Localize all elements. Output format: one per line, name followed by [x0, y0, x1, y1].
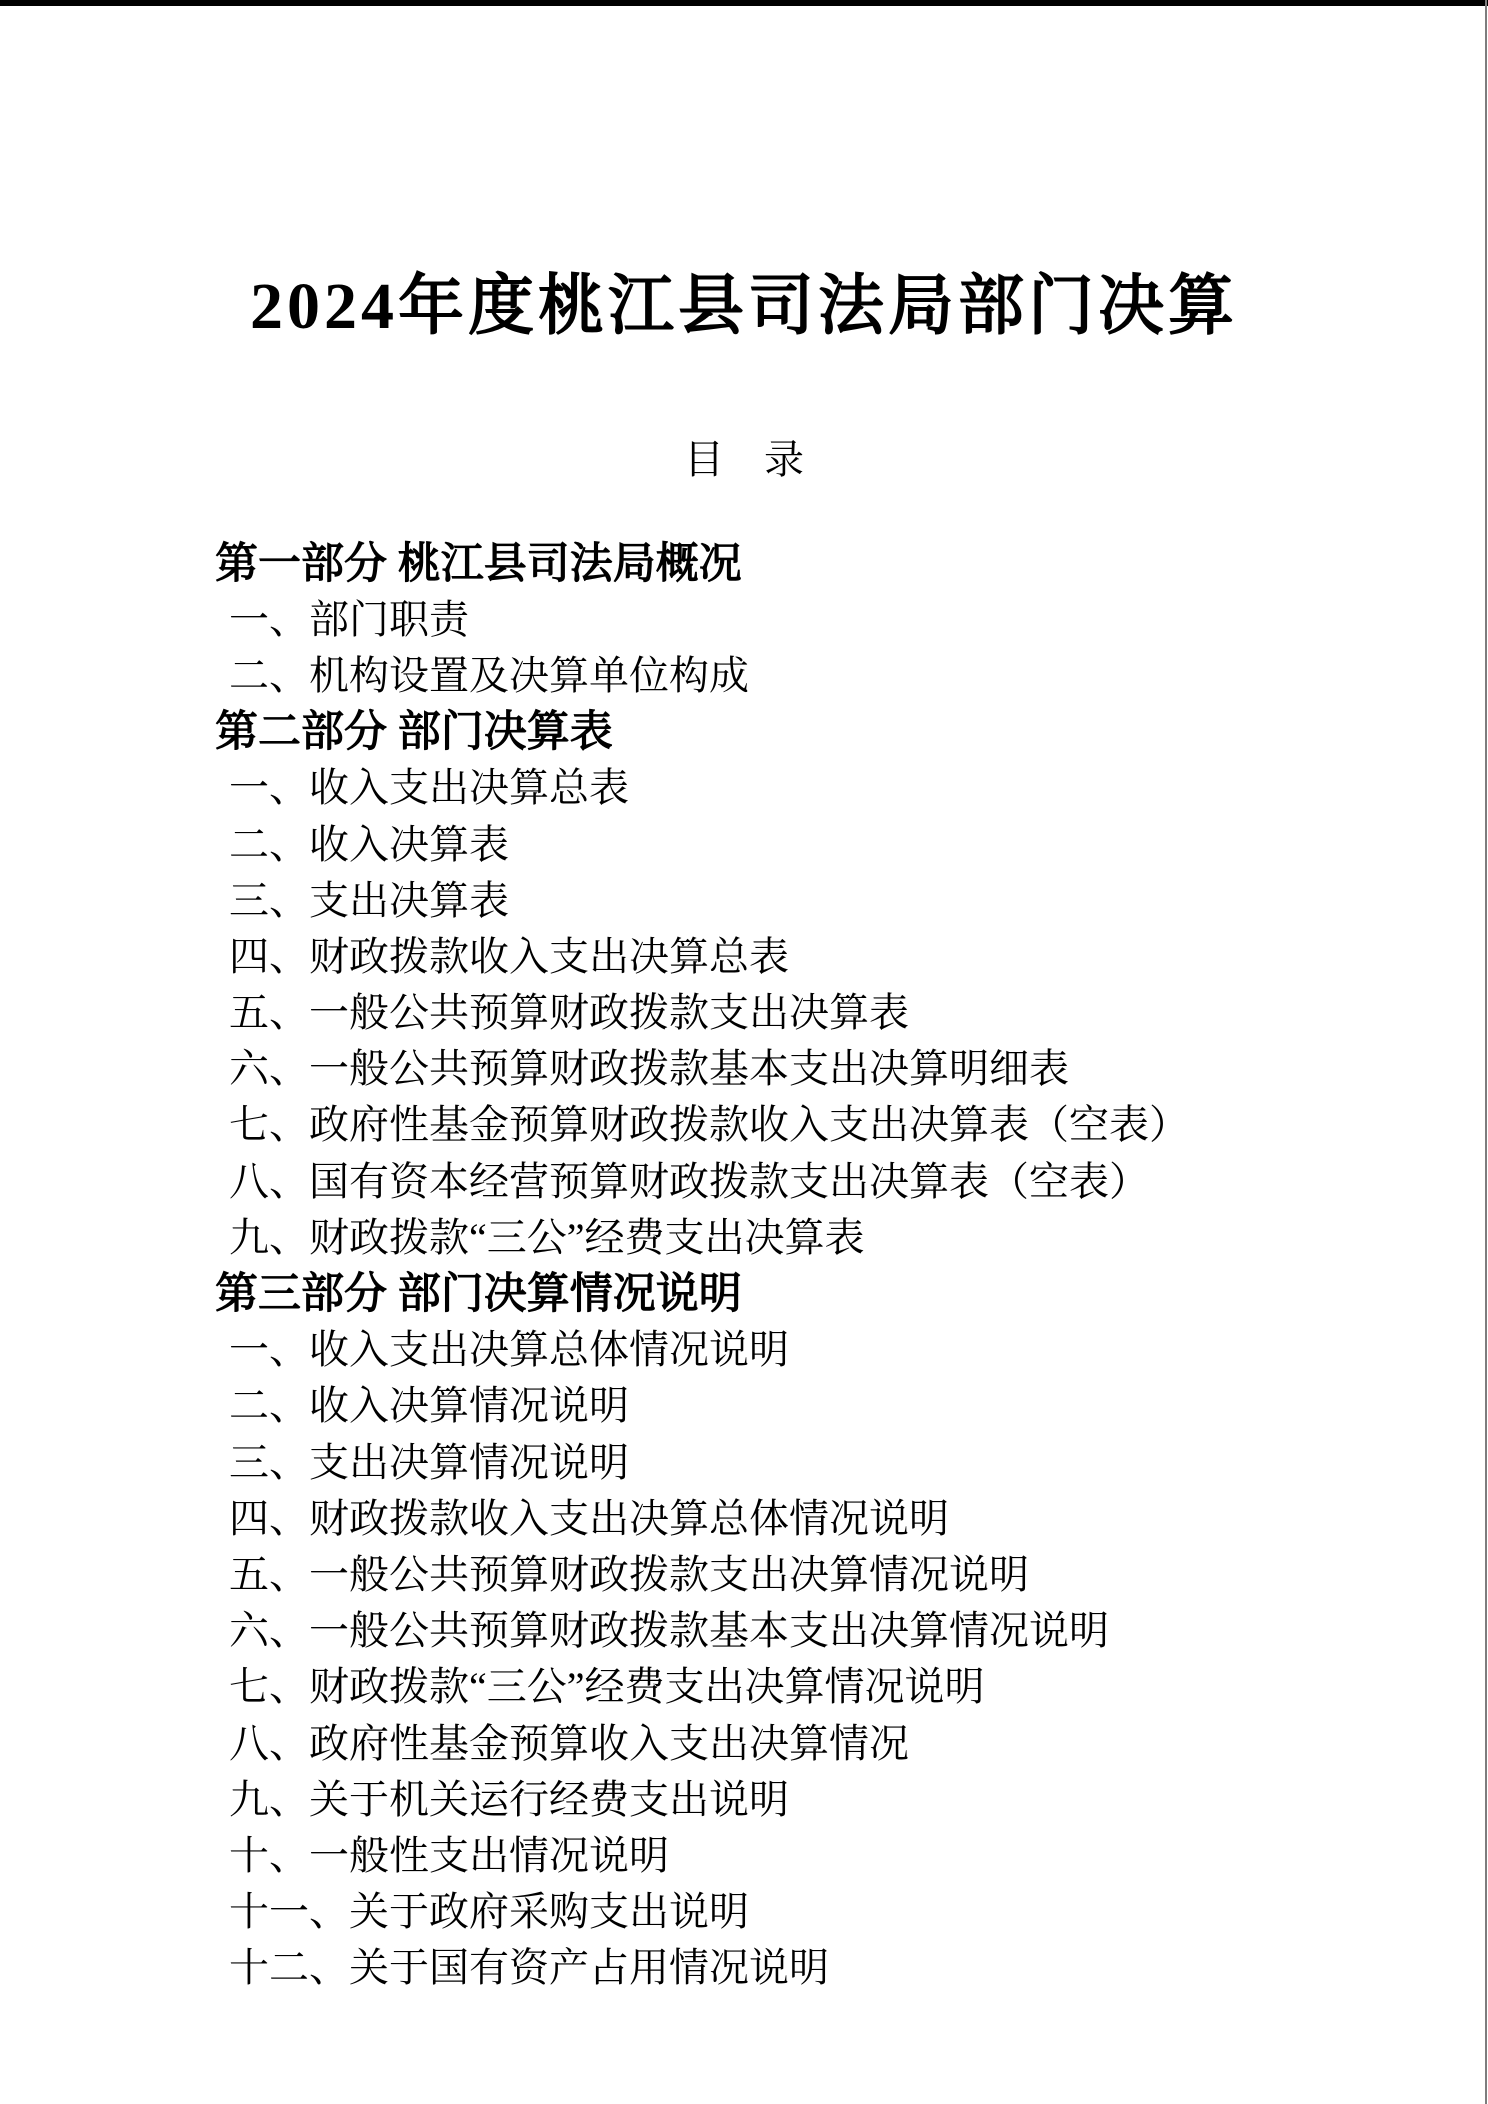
- toc-item: 八、政府性基金预算收入支出决算情况: [229, 1720, 909, 1766]
- document-title: 2024年度桃江县司法局部门决算: [250, 270, 1238, 343]
- toc-item: 六、一般公共预算财政拨款基本支出决算明细表: [229, 1046, 1069, 1092]
- toc-item: 十二、关于国有资产占用情况说明: [229, 1945, 829, 1991]
- toc-item: 二、收入决算表: [229, 821, 509, 867]
- toc-item: 六、一般公共预算财政拨款基本支出决算情况说明: [229, 1608, 1109, 1654]
- toc-item: 二、机构设置及决算单位构成: [229, 652, 749, 698]
- table-of-contents: [215, 532, 1435, 1993]
- section-2-heading: 第二部分 部门决算表: [215, 709, 613, 757]
- toc-item: 九、关于机关运行经费支出说明: [229, 1776, 789, 1822]
- toc-item: 五、一般公共预算财政拨款支出决算情况说明: [229, 1551, 1029, 1597]
- toc-item: 七、政府性基金预算财政拨款收入支出决算表（空表）: [229, 1102, 1189, 1148]
- toc-item: 一、收入支出决算总表: [229, 765, 629, 811]
- toc-item: 八、国有资本经营预算财政拨款支出决算表（空表）: [229, 1158, 1149, 1204]
- toc-item: 十一、关于政府采购支出说明: [229, 1889, 749, 1935]
- toc-item: 三、支出决算表: [229, 877, 509, 923]
- toc-item: 二、收入决算情况说明: [229, 1383, 629, 1429]
- toc-item: 七、财政拨款“三公”经费支出决算情况说明: [229, 1664, 985, 1710]
- toc-item: 一、收入支出决算总体情况说明: [229, 1327, 789, 1373]
- toc-item: 五、一般公共预算财政拨款支出决算表: [229, 990, 909, 1036]
- toc-item: 一、部门职责: [229, 596, 469, 642]
- section-3-heading: 第三部分 部门决算情况说明: [215, 1271, 742, 1319]
- section-1-heading: 第一部分 桃江县司法局概况: [215, 540, 742, 588]
- toc-item: 三、支出决算情况说明: [229, 1439, 629, 1485]
- toc-item: 九、财政拨款“三公”经费支出决算表: [229, 1214, 865, 1260]
- toc-item: 四、财政拨款收入支出决算总体情况说明: [229, 1495, 949, 1541]
- toc-item: 十、一般性支出情况说明: [229, 1832, 669, 1878]
- top-edge-bar: [0, 0, 1488, 6]
- toc-heading: 目 录: [684, 437, 804, 482]
- toc-item: 四、财政拨款收入支出决算总表: [229, 933, 789, 979]
